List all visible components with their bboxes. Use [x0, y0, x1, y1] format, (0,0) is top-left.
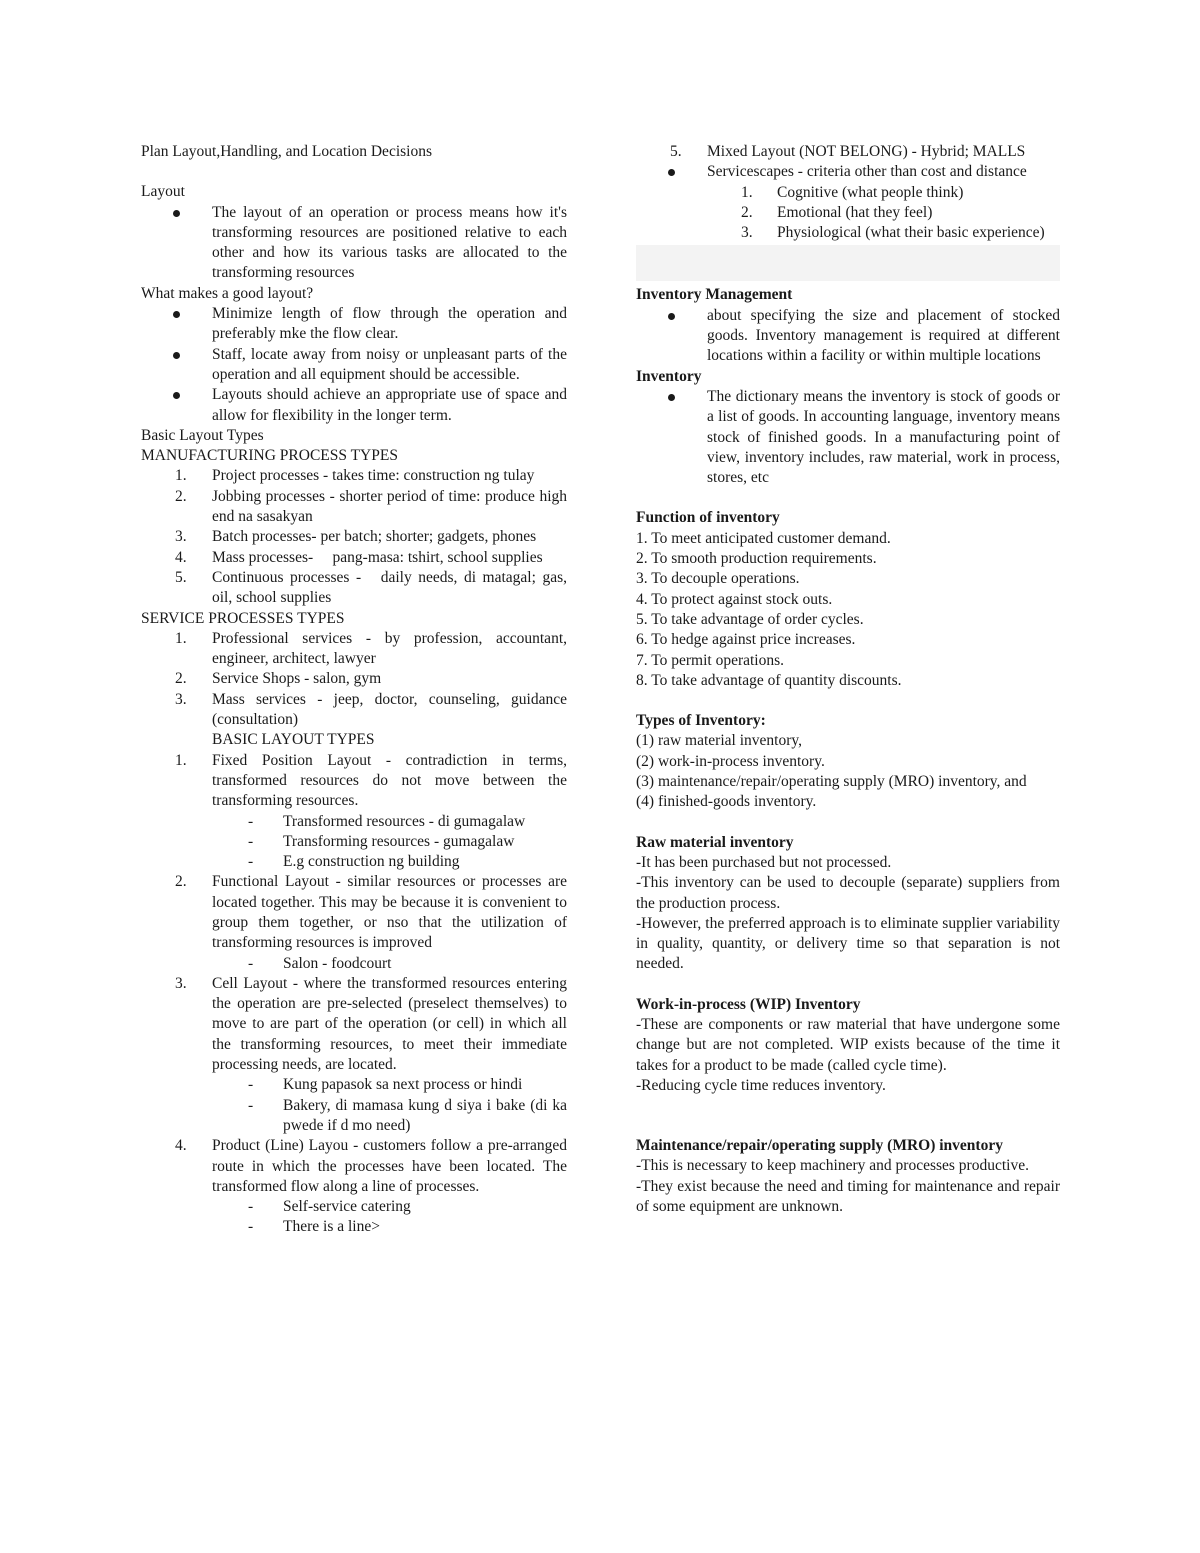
list-item: 8. To take advantage of quantity discounts.: [636, 671, 902, 689]
list-item: 1. Professional services - by profession, accountant, engineer, architect, lawyer: [175, 629, 567, 668]
list-item: 1. Fixed Position Layout - contradiction in terms, transformed resources do not move between the transforming resources. - Transformed resources - di gumagalaw - Transforming resources - gumagalaw - E.g construction ng building: [141, 751, 567, 873]
list-item: Servicescapes - criteria other than cost and distance 1. Cognitive (what people think) 2. Emotional (hat they feel) 3. Physiological (what their basic experience): [636, 162, 1060, 243]
layout-types-list: [141, 751, 567, 1238]
list-item: - Transforming resources - gumagalaw: [248, 832, 515, 850]
list-item: 3. Cell Layout - where the transformed resources entering the operation are pre-selected (preselect themselves) to move to are part of the operation (or cell) in which all the transforming resources, to meet their immediate processing needs, are located. - Kung papasok sa next process or hindi - Bakery, di mamasa kung d siya i bake (di ka pwede if d mo need): [141, 974, 567, 1136]
layout-bullet-list: [141, 203, 567, 284]
list-item: 1. Cognitive (what people think): [741, 183, 964, 201]
dash-list: [141, 1075, 567, 1136]
list-item: 4. Mass processes- pang-masa: tshirt, school supplies: [175, 548, 543, 566]
paragraph: -It has been purchased but not processed.: [636, 853, 892, 871]
list-item: - Transformed resources - di gumagalaw: [248, 812, 526, 830]
list-item: 2. Functional Layout - similar resources or processes are located together. This may be because it is convenient to group them together, or nso that the utilization of transforming resources is improved - Salon - foodcourt: [141, 872, 567, 973]
list-item: - Self-service catering: [248, 1198, 411, 1216]
bullet-icon: [668, 169, 675, 176]
paragraph: -This is necessary to keep machinery and processes productive.: [636, 1157, 1029, 1175]
wip-heading: Work-in-process (WIP) Inventory: [636, 995, 861, 1013]
bullet-icon: [668, 394, 675, 401]
bullet-icon: [173, 392, 180, 399]
inventory-management-heading: Inventory Management: [636, 286, 793, 304]
basic-layout-types-heading: Basic Layout Types: [141, 426, 264, 444]
mro-heading: Maintenance/repair/operating supply (MRO) inventory: [636, 1137, 1003, 1155]
servicescape-items: [636, 183, 1060, 244]
paragraph: -This inventory can be used to decouple (separate) suppliers from the production process.: [636, 874, 1060, 912]
paragraph: -They exist because the need and timing for maintenance and repair of some equipment are unknown.: [636, 1177, 1060, 1216]
good-layout-heading: What makes a good layout?: [141, 284, 314, 302]
list-item: Staff, locate away from noisy or unpleasant parts of the operation and all equipment should be accessible.: [141, 345, 567, 386]
servicescapes-list: [636, 162, 1060, 243]
layout-heading: Layout: [141, 183, 185, 201]
list-item: 5. Continuous processes - daily needs, di matagal; gas, oil, school supplies: [175, 568, 571, 607]
list-item: 5. Mixed Layout (NOT BELONG) - Hybrid; MALLS: [670, 143, 1026, 160]
list-item: 5. To take advantage of order cycles.: [636, 610, 864, 628]
bullet-icon: [668, 313, 675, 320]
list-item: 3. Physiological (what their basic experience): [741, 224, 1045, 242]
shaded-band: [636, 245, 1060, 281]
list-item: Minimize length of flow through the operation and preferably mke the flow clear.: [141, 304, 567, 345]
list-item: 3. Batch processes- per batch; shorter; gadgets, phones: [175, 528, 537, 546]
inventory-heading: Inventory: [636, 367, 702, 385]
manufacturing-heading: MANUFACTURING PROCESS TYPES: [141, 447, 398, 465]
manufacturing-list: [141, 466, 571, 608]
function-list: [636, 529, 1060, 691]
dash-list: [141, 1197, 567, 1238]
list-item: 1. To meet anticipated customer demand.: [636, 529, 891, 547]
list-item: 6. To hedge against price increases.: [636, 631, 856, 649]
list-item: 4. To protect against stock outs.: [636, 590, 833, 608]
left-column: [141, 142, 571, 1238]
list-item: - E.g construction ng building: [248, 853, 460, 871]
list-item: - Salon - foodcourt: [248, 954, 392, 972]
service-list: [141, 629, 567, 730]
right-column: [636, 142, 1060, 1217]
list-item: - There is a line>: [248, 1218, 380, 1236]
inventory-management-list: [636, 306, 1060, 367]
dash-list: [141, 812, 567, 873]
paragraph: -However, the preferred approach is to eliminate supplier variability in quality, quantity, or delivery time so that separation is not needed.: [636, 914, 1060, 973]
basic-layout-types-subheading: BASIC LAYOUT TYPES: [212, 731, 375, 749]
paragraph: -Reducing cycle time reduces inventory.: [636, 1076, 886, 1094]
list-item: (1) raw material inventory,: [636, 732, 802, 750]
good-layout-bullet-list: [141, 304, 567, 426]
list-item: 3. To decouple operations.: [636, 570, 800, 588]
bullet-icon: [173, 311, 180, 318]
types-list: [636, 731, 1060, 812]
mixed-layout-list: [636, 142, 1060, 162]
list-item: The layout of an operation or process means how it's transforming resources are positioned relative to each other and how its various tasks are allocated to the transforming resources: [141, 203, 567, 284]
page-title: Plan Layout,Handling, and Location Decisions: [141, 143, 432, 160]
list-item: - Bakery, di mamasa kung d siya i bake (di ka pwede if d mo need): [248, 1096, 567, 1134]
list-item: (3) maintenance/repair/operating supply (MRO) inventory, and: [636, 773, 1027, 791]
raw-material-heading: Raw material inventory: [636, 833, 794, 851]
list-item: 7. To permit operations.: [636, 651, 785, 669]
service-heading: SERVICE PROCESSES TYPES: [141, 609, 345, 627]
list-item: 3. Mass services - jeep, doctor, counseling, guidance (consultation): [175, 690, 567, 729]
list-item: 2. Emotional (hat they feel): [741, 203, 933, 221]
list-item: - Kung papasok sa next process or hindi: [248, 1076, 523, 1094]
function-heading: Function of inventory: [636, 509, 780, 527]
paragraph: -These are components or raw material that have undergone some change but are not completed. WIP exists because of the time it takes for a product to be made (called cycle time).: [636, 1015, 1060, 1074]
bullet-icon: [173, 210, 180, 217]
list-item: 1. Project processes - takes time: construction ng tulay: [175, 467, 535, 485]
list-item: 2. To smooth production requirements.: [636, 550, 877, 568]
list-item: The dictionary means the inventory is stock of goods or a list of goods. In accounting language, inventory means stock of finished goods. In a manufacturing point of view, inventory includes, raw material, work in process, stores, etc: [636, 387, 1060, 488]
list-item: (4) finished-goods inventory.: [636, 793, 817, 811]
dash-list: [141, 954, 567, 974]
list-item: 4. Product (Line) Layou - customers follow a pre-arranged route in which the processes have been located. The transformed flow along a line of processes. - Self-service catering - There is a line>: [141, 1136, 567, 1237]
list-item: about specifying the size and placement of stocked goods. Inventory management is required at different locations within a facility or within multiple locations: [636, 306, 1060, 367]
bullet-icon: [173, 352, 180, 359]
types-heading: Types of Inventory:: [636, 712, 766, 730]
list-item: 2. Service Shops - salon, gym: [175, 670, 382, 688]
inventory-list: [636, 387, 1060, 488]
list-item: Layouts should achieve an appropriate use of space and allow for flexibility in the longer term.: [141, 385, 567, 426]
list-item: (2) work-in-process inventory.: [636, 752, 825, 770]
list-item: 2. Jobbing processes - shorter period of time: produce high end na sasakyan: [175, 487, 567, 526]
